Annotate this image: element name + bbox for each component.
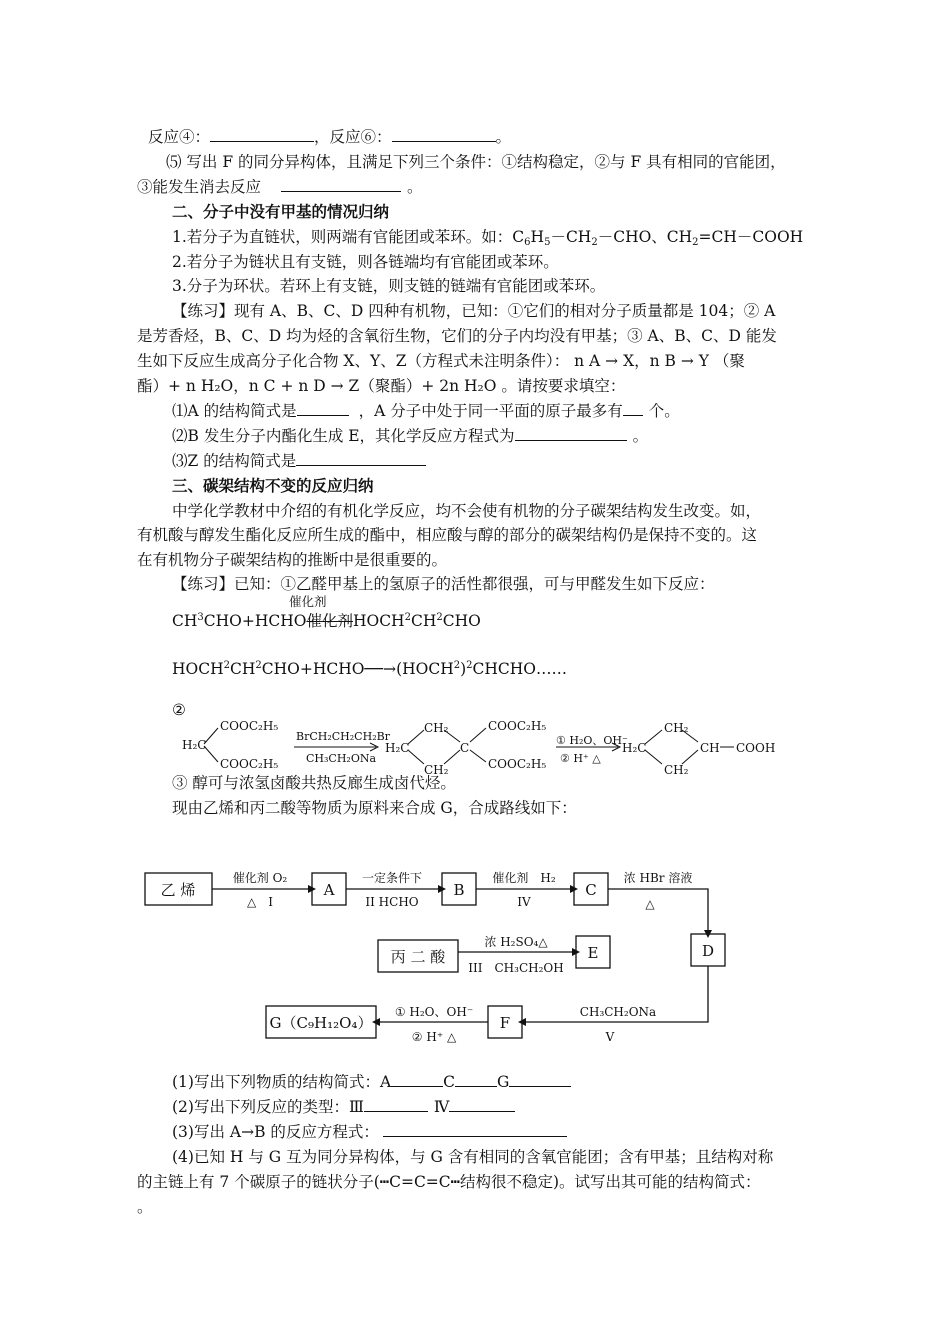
synthesis-route-diagram [140,860,790,1060]
cond-r1-bottom: △ I [247,895,273,909]
answer-blank-q5[interactable] [281,177,401,192]
line-reaction-blanks: 反应④： ，反应⑥： 。 [148,128,512,146]
label-malonic-acid: 丙 二 酸 [390,948,446,966]
cond-r7-top: ① H₂O、OH⁻ [394,1005,474,1019]
section-3-para-line3: 在有机物分子碳架结构的推断中是很重要的。 [137,551,448,569]
cond-r1-top: 催化剂 O₂ [232,871,288,885]
cond-r6-top: CH₃CH₂ONa [579,1005,657,1019]
section-2-point1: 1.若分子为直链状，则两端有官能团或苯环。如：$C_6H_5-CH_2-CHO$、$CH_2=CH-COOH$ [172,228,804,248]
cond-r4-top: 浓 HBr 溶液 [623,871,693,885]
exercise-1-line4: 酯）+ n H₂O，n C + n D → Z（聚酯）+ 2n H₂O 。请按要求填空： [137,377,626,395]
exercise-1-line1: 【练习】现有 A、B、C、D 四种有机物，已知：①它们的相对分子质量都是 104；② A [172,302,776,320]
ch2-top-2: CH₂ [424,721,449,735]
known-2-label: ② [172,701,186,719]
h2c-label-2: H₂C [385,741,410,755]
answer-blank-b-equation[interactable] [515,426,627,441]
cooh-label-3: COOH [736,741,776,755]
reaction-2: $HOCH^2CH^2CHO+HCHO──\to(HOCH^2)^2CHCHO\dots\dots$ [172,660,568,678]
exercise-2-intro: 【练习】已知：①乙醛甲基上的氢原子的活性都很强，可与甲醛发生如下反应： [172,575,715,593]
cooet-bottom-1: COOC₂H₅ [220,757,279,771]
exercise-1-line3: 生如下反应生成高分子化合物 X、Y、Z（方程式未注明条件）： n A → X，n B → Y （聚 [137,352,745,370]
answer-blank-a-to-b-equation[interactable] [383,1122,567,1137]
cond-r6-bottom: V [605,1030,615,1044]
malonate-cyclization-scheme [180,716,800,780]
label-B: B [453,881,465,899]
section-3-title: 三、碳架结构不变的反应归纳 [172,476,374,495]
step-top: ① H₂O、OH⁻ [556,734,628,747]
h2c-label-1: H₂C [182,738,207,752]
exercise-1-q2: ⑵B 发生分子内酯化生成 E，其化学反应方程式为 。 [172,427,649,445]
reagent-bottom: CH₃CH₂ONa [306,752,377,765]
answer-blank-z-structure[interactable] [296,451,426,466]
ch2-bottom-3: CH₂ [664,763,689,777]
cooet-bottom-2: COOC₂H₅ [488,757,547,771]
exercise-1-line2: 是芳香烃，B、C、D 均为烃的含氧衍生物，它们的分子内均没有甲基；③ A、B、C、D 能发 [137,327,777,345]
label-E: E [587,944,599,962]
reaction4-label: 反应④： [148,128,211,146]
question-3: (3)写出 A→B 的反应方程式： [172,1121,567,1143]
step-bottom: ② H⁺ △ [560,752,601,765]
ch2-bottom-2: CH₂ [424,763,449,777]
label-A: A [323,881,335,899]
answer-blank-a-structure[interactable] [297,401,349,416]
cond-r3-bottom: IV [517,895,531,909]
section-2-point3: 3.分子为环状。若环上有支链，则支链的链端有官能团或苯环。 [172,277,606,295]
section-2-title: 二、分子中没有甲基的情况归纳 [172,202,390,221]
question-1: (1)写出下列物质的结构简式：A C G [172,1071,571,1093]
reagent-top: BrCH₂CH₂CH₂Br [296,730,390,743]
exercise-1-q1: ⑴A 的结构简式是 ，A 分子中处于同一平面的原子最多有 个。 [172,402,680,420]
label-C: C [585,881,597,899]
ch-label-3: CH [700,741,720,755]
question-5-line2: ③能发生消去反应 。 [137,178,423,196]
catalyst-label: 催化剂 [289,594,327,609]
answer-blank-G[interactable] [509,1072,571,1087]
section-3-para-line1: 中学化学教材中介绍的有机化学反应，均不会使有机物的分子碳架结构发生改变。如， [172,502,762,520]
ch2-top-3: CH₂ [664,721,689,735]
label-F: F [499,1014,511,1032]
question-4-line2: 的主链上有 7 个碳原子的链状分子(┅C=C=C┅结构很不稳定)。试写出其可能的结构简式： [137,1173,761,1191]
label-ethylene: 乙 烯 [160,881,196,899]
cond-r2-bottom: II HCHO [365,895,419,909]
answer-blank-atom-count[interactable] [623,401,643,416]
label-D: D [701,942,715,960]
answer-blank-reaction6[interactable] [392,127,496,142]
answer-blank-A[interactable] [391,1072,443,1087]
cond-r2-top: 一定条件下 [361,871,423,885]
section-2-point2: 2.若分子为链状且有支链，则各链端均有官能团或苯环。 [172,253,559,271]
cond-r7-bottom: ② H⁺ △ [411,1030,457,1044]
cond-r5-top: 浓 H₂SO₄△ [484,935,548,949]
answer-blank-type-III[interactable] [364,1097,428,1112]
route-intro: 现由乙烯和丙二酸等物质为原料来合成 G，合成路线如下： [172,799,577,817]
cooet-top-1: COOC₂H₅ [220,719,279,733]
exercise-1-q3: ⑶Z 的结构简式是 [172,450,426,472]
label-G: G（C₉H₁₂O₄） [269,1014,373,1032]
answer-blank-C[interactable] [455,1072,497,1087]
h2c-label-3: H₂C [622,741,647,755]
reaction6-label: ，反应⑥： [314,128,392,146]
question-4-line1: (4)已知 H 与 G 互为同分异构体，与 G 含有相同的含氧官能团；含有甲基；且结构对称 [172,1148,774,1166]
question-4-line3: 。 [137,1198,153,1216]
section-3-para-line2: 有机酸与醇发生酯化反应所生成的酯中，相应酸与醇的部分的碳架结构仍是保持不变的。这 [137,526,758,544]
question-5-line1: ⑸ 写出 F 的同分异构体，且满足下列三个条件：①结构稳定，②与 F 具有相同的官能团， [166,153,786,171]
question-2: (2)写出下列反应的类型：Ⅲ Ⅳ [172,1096,515,1118]
c-label-2: C [460,741,470,755]
cond-r3-top: 催化剂 H₂ [492,871,556,885]
reaction-1: $CH^3CHO+HCHO$催化剂$HOCH^2CH^2CHO$ [172,612,481,630]
known-3: ③ 醇可与浓氢卤酸共热反廊生成卤代烃。 [172,774,456,792]
answer-blank-reaction4[interactable] [210,127,314,142]
cond-r5-bottom: III CH₃CH₂OH [468,961,564,975]
cooet-top-2: COOC₂H₅ [488,719,547,733]
answer-blank-type-IV[interactable] [449,1097,515,1112]
cond-r4-bottom: △ [645,897,655,911]
